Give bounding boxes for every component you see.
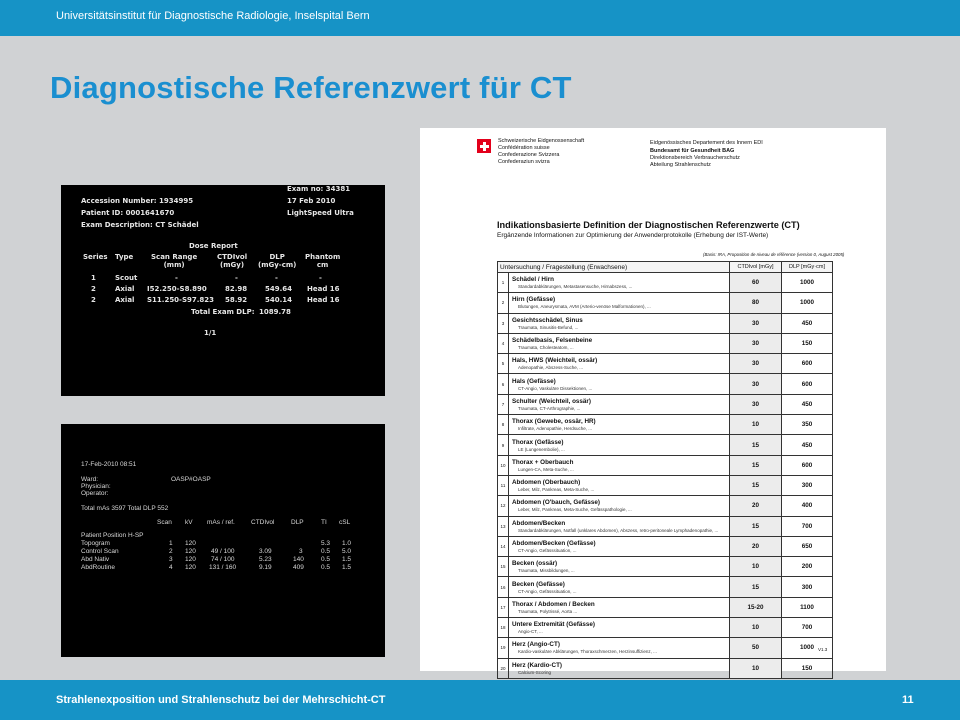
dlp-value: 1100 [782,597,833,617]
col-series: Series [83,253,108,261]
scan-cell: 1.5 [342,556,352,563]
dose-cell: 1 [91,274,96,282]
dlp-value: 1000 [782,273,833,293]
reference-row [498,273,833,293]
document-heading: Indikationsbasierte Definition der Diagnostischen Referenzwerte (CT) [497,220,800,230]
basis-note: (Basis: IRA, Proposition de niveau de référence (version 0, August 2005) [703,252,845,257]
scan-cell: 49 / 100 [211,548,235,555]
row-number: 16 [498,577,509,597]
scan-col: TI [321,519,327,526]
reference-row [498,354,833,374]
exam-name: Schädel / Hirn [512,276,554,284]
exam-no: Exam no: 34381 [287,185,351,193]
dose-cell: - [235,274,238,282]
scan-cell: 0.5 [321,556,331,563]
dose-cell: Head 16 [307,285,340,293]
row-exam [509,536,730,556]
exam-description: Infiltrate, Adenopathie, Herdsuche, ... [518,426,593,432]
exam-description: Standardabklärungen, Notfall (unklares Abdomen), Abszess, retro-peritoneale Lymphadenopathie, ... [518,527,719,533]
row-exam [509,394,730,414]
exam-name: Schädelbasis, Felsenbeine [512,337,593,345]
exam-description: LE (Lungenembolie), ... [518,446,565,452]
exam-description: Traumata, CT-Arthrographie, ... [518,405,581,411]
dose-report-heading: Dose Report [189,242,238,250]
scan-row [81,548,381,556]
dlp-value: 650 [782,536,833,556]
exam-description: Traumata, Missbildungen, ... [518,568,575,574]
scan-cell: 0.5 [321,564,331,571]
dose-cell: 58.92 [225,296,248,304]
version-label: V1.3 [818,647,828,652]
reference-row [498,536,833,556]
exam-name: Thorax + Oberbauch [512,458,574,466]
totals-line: Total mAs 3597 Total DLP 552 [81,505,169,512]
row-exam [509,475,730,495]
scan-cell: 5.23 [259,556,272,563]
ctdi-value: 30 [730,374,782,394]
exam-description: Traumata, Polytrissé, Aorta ... [518,608,578,614]
exam-description: Adenopathie, Abszess-Suche, ... [518,365,584,371]
ward-value: OASP#OASP [171,476,211,483]
reference-row [498,577,833,597]
col-header-dlp: DLP [mGy·cm] [782,262,833,273]
ward-label: Ward: [81,476,99,483]
dose-cell: Axial [115,285,135,293]
row-exam [509,638,730,658]
dlp-value: 600 [782,354,833,374]
dose-cell: - [275,274,278,282]
reference-row [498,658,833,678]
ctdi-value: 10 [730,415,782,435]
exam-description: Standardabklärungen, Metastasensuche, Hirnabszess, ... [518,284,633,290]
ctdi-value: 20 [730,496,782,516]
scan-cell: 3 [299,548,303,555]
dlp-value: 400 [782,496,833,516]
dose-cell: I52.250-S8.890 [147,285,207,293]
dose-cell: 2 [91,296,96,304]
exam-description: Leber, Milz, Pankreas, Meta-Suche, ... [518,487,595,493]
exam-description: Calcium-Scoring [518,669,552,675]
row-exam [509,516,730,536]
page-number: 11 [902,694,914,706]
col-dlp: DLP (mGy-cm) [258,253,297,269]
dlp-value: 600 [782,455,833,475]
row-number: 7 [498,394,509,414]
scan-row [81,564,381,572]
scan-cell: 0.5 [321,548,331,555]
row-number: 2 [498,293,509,313]
org-right-line: Bundesamt für Gesundheit BAG [650,148,735,154]
dose-cell: Scout [115,274,138,282]
exam-name: Hals (Gefässe) [512,377,556,385]
reference-row [498,293,833,313]
accession-number: Accession Number: 1934995 [81,197,194,205]
dose-row [83,296,373,306]
ctdi-value: 15 [730,435,782,455]
exam-name: Hals, HWS (Weichteil, ossär) [512,357,598,365]
row-number: 5 [498,354,509,374]
scan-row [81,540,381,548]
scan-summary-screenshot [61,424,385,657]
patient-position: Patient Position H-SP [81,532,144,539]
reference-row [498,475,833,495]
reference-row [498,313,833,333]
row-number: 20 [498,658,509,678]
row-number: 17 [498,597,509,617]
reference-row [498,333,833,353]
exam-description: CT-Angio, Vaskuläre Dissektionen, ... [518,385,593,391]
scanner-name: LightSpeed Ultra [287,209,354,217]
institution-label: Universitätsinstitut für Diagnostische Radiologie, Inselspital Bern [56,10,370,22]
ctdi-value: 50 [730,638,782,658]
dlp-value: 1000 [782,638,833,658]
scan-col: Scan [157,519,172,526]
dlp-value: 150 [782,658,833,678]
row-exam [509,557,730,577]
exam-description: Angio-CT, ... [518,629,543,635]
scan-cell: 74 / 100 [211,556,235,563]
row-number: 8 [498,415,509,435]
row-exam [509,435,730,455]
ctdi-value: 15 [730,475,782,495]
scan-cell: 140 [293,556,304,563]
dlp-value: 1000 [782,293,833,313]
col-type: Type [115,253,134,261]
dose-cell: Axial [115,296,135,304]
scan-cell: 3.09 [259,548,272,555]
dlp-value: 450 [782,313,833,333]
ctdi-value: 80 [730,293,782,313]
org-left-line: Schweizerische Eidgenossenschaft [498,138,585,144]
row-exam [509,333,730,353]
scan-cell: 5.0 [342,548,352,555]
scan-datetime: 17-Feb-2010 08:51 [81,461,137,468]
total-dlp-value: 1089.78 [259,308,291,316]
row-exam [509,273,730,293]
exam-description: Traumata, Cholesteatom, ... [518,345,574,351]
exam-name: Becken (Gefässe) [512,580,565,588]
row-exam [509,374,730,394]
scan-cell: 409 [293,564,304,571]
exam-description: Leber, Milz, Pankreas, Meta-Suche, Gefässpathologie, ... [518,507,632,513]
scan-cell: 120 [185,540,196,547]
dlp-value: 450 [782,394,833,414]
dose-cell: - [319,274,322,282]
dose-cell: - [175,274,178,282]
ctdi-value: 30 [730,394,782,414]
scan-cell: 3 [169,556,173,563]
ctdi-value: 15 [730,516,782,536]
exam-name: Abdomen/Becken [512,519,566,527]
ctdi-value: 30 [730,333,782,353]
col-ctdivol: CTDIvol (mGy) [217,253,248,269]
col-header-ctdi: CTDIvol [mGy] [730,262,782,273]
exam-name: Herz (Kardio-CT) [512,661,563,669]
exam-name: Thorax (Gefässe) [512,438,564,446]
exam-description: Blutungen, Aneurysmata, AVM (Arterio-venöse Malformationen), ... [518,304,651,310]
exam-name: Hirn (Gefässe) [512,296,556,304]
col-scan-range: Scan Range (mm) [151,253,198,269]
ctdi-value: 20 [730,536,782,556]
scan-col: DLP [291,519,304,526]
ctdi-value: 10 [730,658,782,678]
dlp-value: 150 [782,333,833,353]
row-exam [509,415,730,435]
physician-label: Physician: [81,483,111,490]
row-exam [509,496,730,516]
exam-name: Schulter (Weichteil, ossär) [512,397,591,405]
exam-name: Abdomen (Oberbauch) [512,479,581,487]
operator-label: Operator: [81,490,109,497]
exam-name: Thorax (Gewebe, ossär, HR) [512,418,596,426]
row-number: 3 [498,313,509,333]
header-bar [0,0,960,36]
scan-cell: 120 [185,564,196,571]
document-subheading: Ergänzende Informationen zur Optimierung der Anwenderprotokolle (Erhebung der IST-Werte) [497,232,769,239]
scan-cell: AbdRoutine [81,564,115,571]
row-number: 13 [498,516,509,536]
exam-description: Traumata, Sinusitis-Befund, ... [518,324,579,330]
row-exam [509,354,730,374]
dose-table-header [83,253,373,273]
scan-col: kV [185,519,193,526]
scan-cell: 1.5 [342,564,352,571]
dlp-value: 300 [782,475,833,495]
ctdi-value: 60 [730,273,782,293]
scan-cell: Control Scan [81,548,119,555]
total-dlp-label: Total Exam DLP: [191,308,255,316]
scan-col: CTDIvol [251,519,275,526]
row-number: 9 [498,435,509,455]
dlp-value: 300 [782,577,833,597]
row-exam [509,293,730,313]
ctdi-value: 15 [730,455,782,475]
org-left-line: Confederazione Svizzera [498,152,560,158]
org-right-line: Abteilung Strahlenschutz [650,162,711,168]
scan-cell: 5.3 [321,540,331,547]
reference-row [498,557,833,577]
row-exam [509,597,730,617]
row-number: 4 [498,333,509,353]
reference-table [497,261,833,679]
exam-name: Herz (Angio-CT) [512,641,560,649]
exam-name: Becken (ossär) [512,560,558,568]
patient-id: Patient ID: 0001641670 [81,209,175,217]
scan-cell: 1 [169,540,173,547]
exam-name: Abdomen/Becken (Gefässe) [512,540,596,547]
dose-cell: 82.98 [225,285,248,293]
footer-title: Strahlenexposition und Strahlenschutz bei der Mehrschicht-CT [56,694,386,706]
dose-cell: 2 [91,285,96,293]
dose-cell: S11.250-S97.823 [147,296,215,304]
row-exam [509,455,730,475]
org-left-line: Confédération suisse [498,145,550,151]
scan-cell: Abd Nativ [81,556,110,563]
reference-row [498,516,833,536]
row-exam [509,313,730,333]
scan-cell: 9.19 [259,564,272,571]
footer-bar [0,680,960,720]
scan-cell: 131 / 160 [209,564,237,571]
exam-description: Kardio-vaskuläre Abklärungen, Thoraxschmerzen, Herzinsuffizienz, ... [518,649,657,655]
row-exam [509,577,730,597]
row-number: 12 [498,496,509,516]
exam-name: Gesichtsschädel, Sinus [512,316,583,324]
dlp-value: 350 [782,415,833,435]
row-exam [509,618,730,638]
dose-row [83,274,373,284]
row-number: 18 [498,618,509,638]
scan-cell: 4 [169,564,173,571]
reference-row [498,455,833,475]
swiss-cross-icon [477,139,491,153]
exam-description: CT-Angio, Gefässsituation, ... [518,588,577,594]
row-number: 14 [498,536,509,556]
col-header-exam: Untersuchung / Fragestellung (Erwachsene) [498,262,730,273]
exam-date: 17 Feb 2010 [287,197,336,205]
org-left-line: Confederaziun svizra [498,159,550,165]
dose-cell: 549.64 [265,285,293,293]
exam-name: Thorax / Abdomen / Becken [512,600,595,608]
reference-row [498,638,833,658]
scan-table-header [81,519,381,527]
row-number: 6 [498,374,509,394]
ctdi-value: 15-20 [730,597,782,617]
dose-cell: Head 16 [307,296,340,304]
row-number: 15 [498,557,509,577]
scan-col: cSL [339,519,351,526]
scan-row [81,556,381,564]
dlp-value: 700 [782,516,833,536]
dlp-value: 600 [782,374,833,394]
dose-report-screenshot [61,185,385,396]
col-phantom: Phantom cm [305,253,341,269]
scan-cell: 1.0 [342,540,352,547]
dose-row [83,285,373,295]
reference-row [498,597,833,617]
ctdi-value: 15 [730,577,782,597]
reference-values-document [420,128,886,675]
row-number: 11 [498,475,509,495]
reference-row [498,374,833,394]
exam-name: Untere Extremität (Gefässe) [512,621,595,629]
row-exam [509,658,730,678]
ctdi-value: 10 [730,618,782,638]
row-number: 10 [498,455,509,475]
slide-title: Diagnostische Referenzwert für CT [50,70,572,105]
dlp-value: 700 [782,618,833,638]
reference-row [498,618,833,638]
reference-row [498,394,833,414]
dose-cell: 540.14 [265,296,293,304]
exam-name: Abdomen (O'bauch, Gefässe) [512,499,600,507]
org-right-line: Eidgenössisches Departement des Innern EDI [650,140,763,146]
row-number: 19 [498,638,509,658]
exam-description: Lungen-CA, Meta-Suche, ... [518,466,574,472]
dlp-value: 450 [782,435,833,455]
reference-row [498,415,833,435]
exam-description: Exam Description: CT Schädel [81,221,199,229]
ctdi-value: 30 [730,313,782,333]
dlp-value: 200 [782,557,833,577]
ctdi-value: 30 [730,354,782,374]
reference-row [498,496,833,516]
scan-cell: 120 [185,556,196,563]
scan-cell: 2 [169,548,173,555]
org-right-line: Direktionsbereich Verbraucherschutz [650,155,740,161]
scan-col: mAs / ref. [207,519,235,526]
row-number: 1 [498,273,509,293]
page-indicator: 1/1 [204,329,217,337]
scan-cell: 120 [185,548,196,555]
scan-cell: Topogram [81,540,110,547]
exam-description: CT-Angio, Gefässsituation, ... [518,548,577,553]
ctdi-value: 10 [730,557,782,577]
reference-row [498,435,833,455]
